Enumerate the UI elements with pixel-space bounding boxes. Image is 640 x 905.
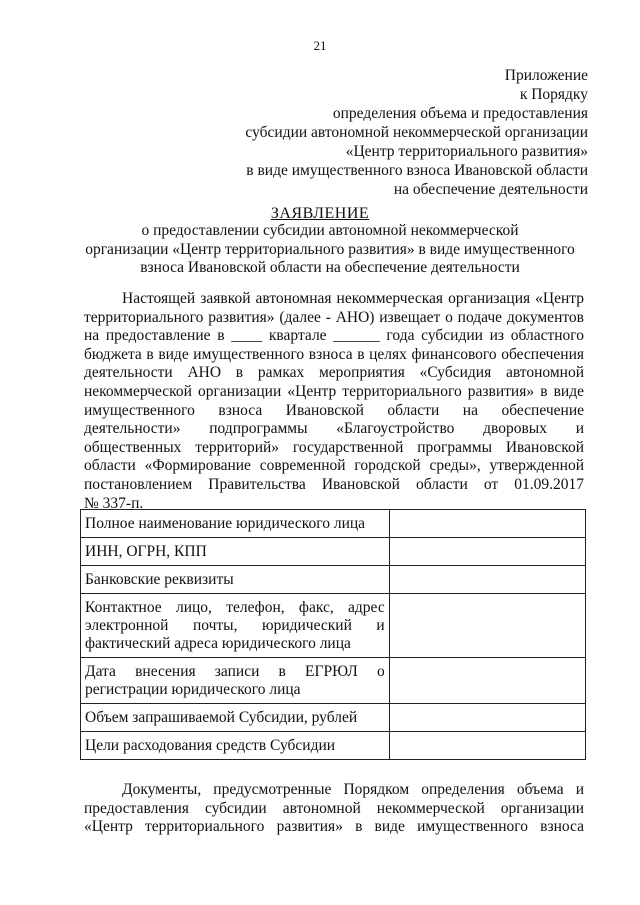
row-value-cell[interactable] — [389, 594, 585, 658]
appendix-line: в виде имущественного взноса Ивановской области — [246, 162, 588, 179]
row-value-cell[interactable] — [389, 704, 585, 732]
table-row — [81, 704, 586, 732]
row-label — [81, 594, 390, 658]
appendix-line: определения объема и предоставления — [332, 105, 588, 122]
footer-line: «Центр территориального развития» в виде имущественного взноса — [84, 818, 584, 836]
row-value-cell[interactable] — [389, 658, 585, 704]
row-label-line: Дата внесения записи в ЕГРЮЛ о — [85, 663, 385, 680]
appendix-header — [188, 66, 588, 199]
row-label-line: Объем запрашиваемой Субсидии, рублей — [85, 709, 358, 726]
row-label — [81, 510, 390, 538]
intro-line: территориального развития» (далее - АНО) извещает о подаче документов — [84, 308, 584, 326]
table-row — [81, 732, 586, 760]
intro-line: области «Формирование современной городской среды», утвержденной — [84, 457, 584, 475]
intro-line: общественных территорий» государственной программы Ивановской — [84, 438, 584, 456]
appendix-line: субсидии автономной некоммерческой организации — [245, 124, 588, 141]
page-number: 21 — [313, 38, 327, 53]
intro-line: Настоящей заявкой автономная некоммерческая организация «Центр — [122, 290, 584, 307]
footer-line: предоставления субсидии автономной некоммерческой организации — [84, 799, 584, 817]
intro-line: бюджета в виде имущественного взноса в целях финансового обеспечения — [84, 345, 584, 363]
row-label-line: ИНН, ОГРН, КПП — [85, 543, 207, 560]
subtitle-line: взноса Ивановской области на обеспечение деятельности — [140, 259, 520, 276]
intro-line: № 337-п. — [84, 494, 144, 512]
intro-line: деятельности АНО в рамках мероприятия «Субсидия автономной — [84, 364, 584, 382]
row-label-line: Банковские реквизиты — [85, 571, 234, 588]
row-label-line: Полное наименование юридического лица — [85, 515, 366, 532]
table-row — [81, 594, 586, 658]
intro-line: постановлением Правительства Ивановской области от 01.09.2017 — [84, 475, 584, 493]
row-label-line: электронной почты, юридический и — [85, 617, 385, 634]
appendix-line: к Порядку — [519, 86, 588, 103]
footer-paragraph — [84, 781, 584, 837]
row-label — [81, 566, 390, 594]
intro-paragraph — [84, 290, 584, 513]
row-label-line: Контактное лицо, телефон, факс, адрес — [85, 599, 385, 616]
document-subtitle — [60, 222, 600, 278]
row-label — [81, 704, 390, 732]
row-label-line: Цели расходования средств Субсидии — [85, 737, 336, 754]
subtitle-line: организации «Центр территориального развития» в виде имущественного — [85, 240, 575, 258]
intro-line: на предоставление в ____ квартале ______ года субсидии из областного — [84, 327, 584, 345]
table-row — [81, 658, 586, 704]
row-label — [81, 538, 390, 566]
row-label — [81, 732, 390, 760]
row-value-cell[interactable] — [389, 510, 585, 538]
table-row — [81, 538, 586, 566]
table-row — [81, 510, 586, 538]
appendix-line: Приложение — [504, 67, 588, 84]
document-title: ЗАЯВЛЕНИЕ — [270, 205, 370, 222]
subtitle-line: о предоставлении субсидии автономной некоммерческой — [141, 222, 519, 239]
appendix-line: на обеспечение деятельности — [393, 181, 588, 198]
row-label-line: регистрации юридического лица — [85, 681, 301, 698]
row-value-cell[interactable] — [389, 566, 585, 594]
footer-line: Документы, предусмотренные Порядком определения объема и — [122, 781, 584, 798]
appendix-line: «Центр территориального развития» — [345, 143, 588, 160]
intro-line: имущественного взноса Ивановской области на обеспечение — [84, 401, 584, 419]
intro-line: деятельности» подпрограммы «Благоустройство дворовых и — [84, 420, 584, 438]
row-label — [81, 658, 390, 704]
row-value-cell[interactable] — [389, 732, 585, 760]
applicant-info-table — [80, 509, 586, 760]
intro-line: некоммерческой организации «Центр территориального развития» в виде — [84, 382, 584, 400]
row-label-line: фактический адреса юридического лица — [85, 635, 351, 652]
table-row — [81, 566, 586, 594]
row-value-cell[interactable] — [389, 538, 585, 566]
